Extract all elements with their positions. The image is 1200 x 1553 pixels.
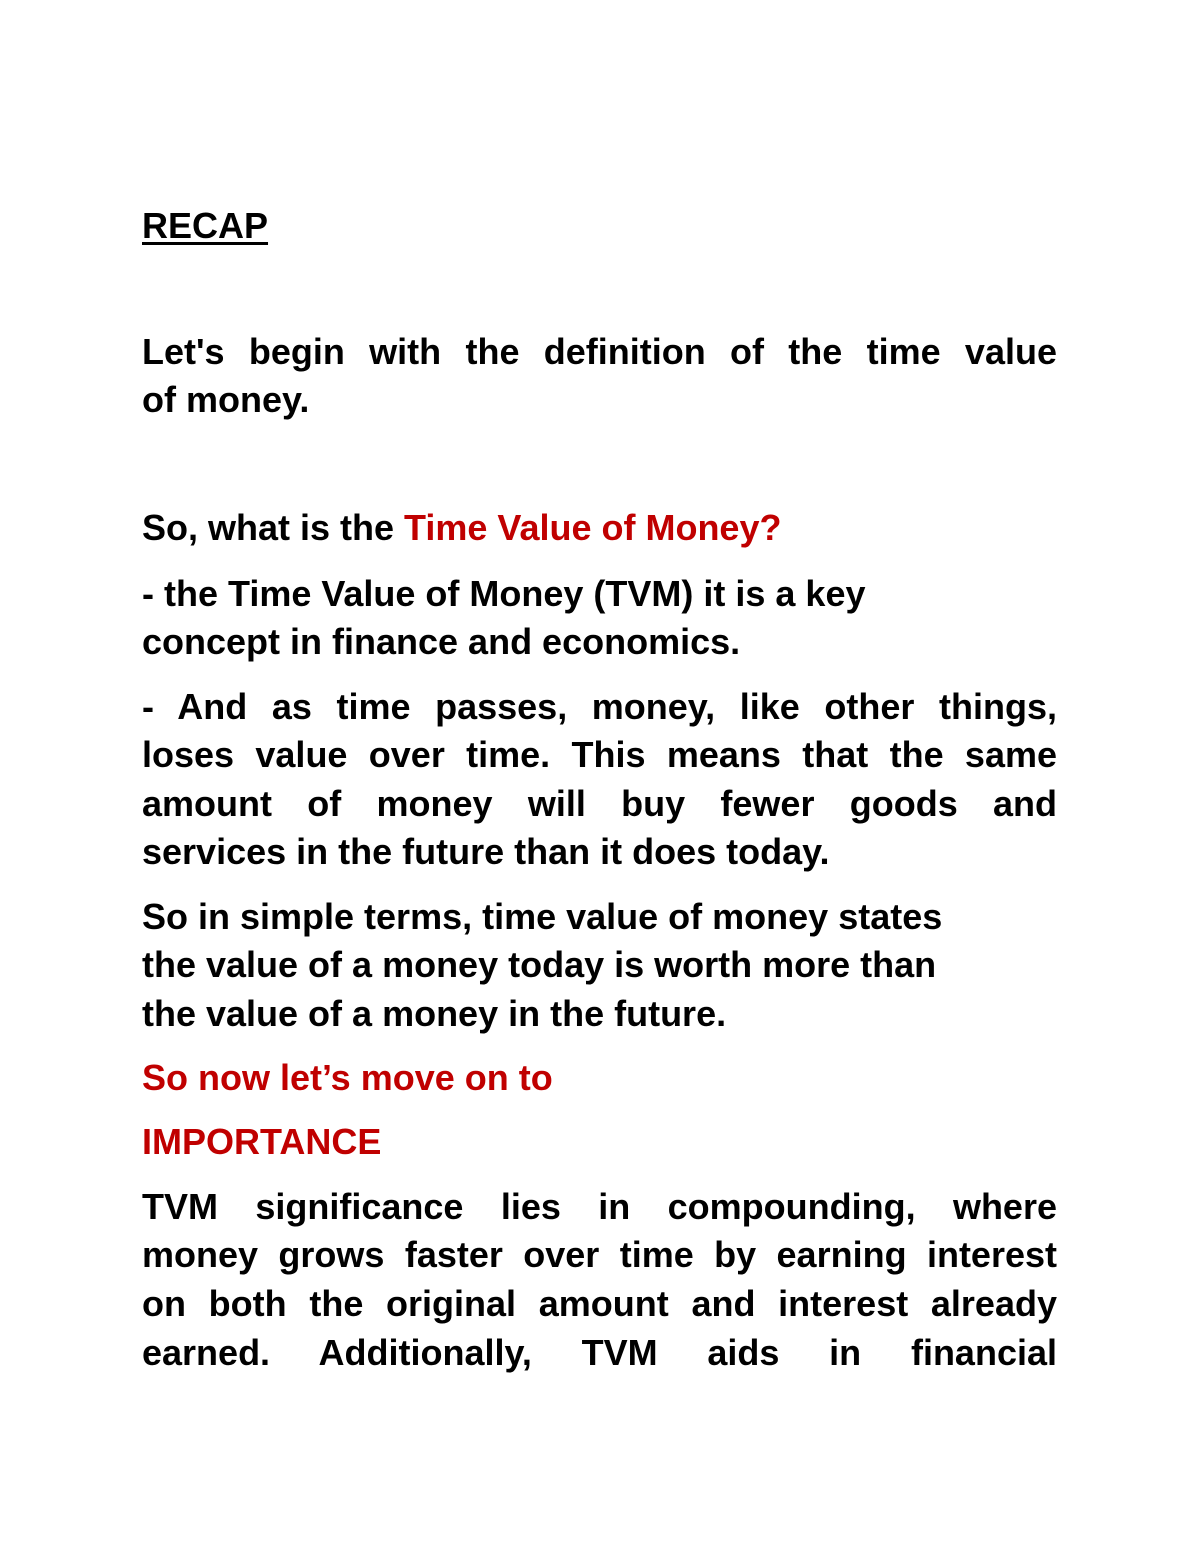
importance-line: money grows faster over time by earning interest [142, 1234, 1057, 1275]
intro-line: of money. [142, 379, 310, 420]
importance-line: TVM significance lies in compounding, where [142, 1186, 1057, 1227]
question-highlight: Time Value of Money? [404, 507, 782, 548]
point2-line: services in the future than it does today. [142, 831, 830, 872]
importance-line: earned. Additionally, TVM aids in financial [142, 1332, 1057, 1373]
question-line [142, 503, 781, 552]
point2-line: amount of money will buy fewer goods and [142, 783, 1057, 824]
transition-text: So now let’s move on to [142, 1057, 553, 1098]
heading-recap: RECAP [142, 205, 269, 246]
summary-line: the value of a money today is worth more than [142, 944, 937, 985]
importance-line: on both the original amount and interest already [142, 1283, 1057, 1324]
heading-importance: IMPORTANCE [142, 1121, 382, 1162]
summary-line: So in simple terms, time value of money states [142, 896, 943, 937]
intro-line: Let's begin with the definition of the time value [142, 331, 1057, 372]
question-prefix: So, what is the [142, 507, 405, 548]
point2-line: loses value over time. This means that the same [142, 734, 1057, 775]
summary-line: the value of a money in the future. [142, 993, 727, 1034]
point1-line: - the Time Value of Money (TVM) it is a key [142, 573, 866, 614]
point1-line: concept in finance and economics. [142, 621, 741, 662]
point2-line: - And as time passes, money, like other things, [142, 686, 1057, 727]
